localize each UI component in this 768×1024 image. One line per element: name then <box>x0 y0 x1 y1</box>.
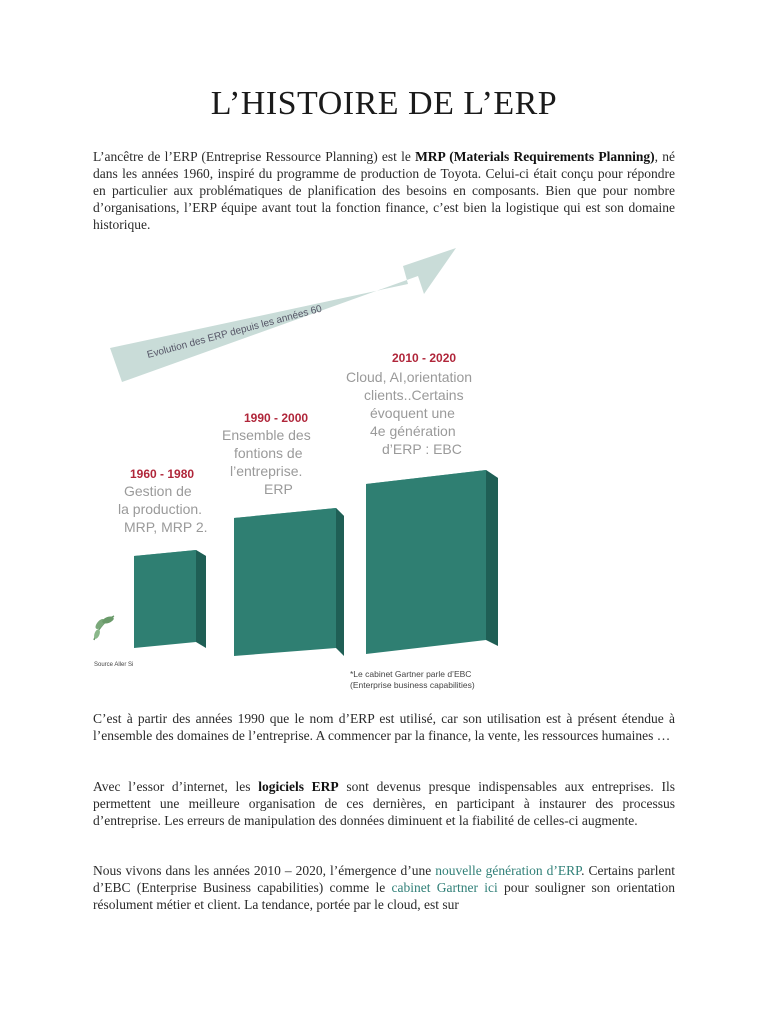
bold-logiciels-erp: logiciels ERP <box>258 779 339 794</box>
link-cabinet-gartner[interactable]: cabinet Gartner ici <box>391 880 498 895</box>
footnote-line-2: (Enterprise business capabilities) <box>350 680 475 690</box>
erp-evolution-svg <box>88 236 680 698</box>
bar2-line-1: Ensemble des <box>222 427 311 443</box>
arrow-label: Evolution des ERP depuis les années 60 <box>145 303 324 361</box>
bar2-line-4: ERP <box>264 481 293 497</box>
bar-1960-1980 <box>134 550 206 648</box>
bar3-line-2: clients..Certains <box>364 387 464 403</box>
period-label-1: 1960 - 1980 <box>130 467 195 481</box>
bar3-line-1: Cloud, AI,orientation <box>346 369 473 385</box>
bar3-line-4: 4e génération <box>370 423 456 439</box>
period-label-2: 1990 - 2000 <box>244 411 309 425</box>
paragraph-2010s <box>93 862 675 913</box>
intro-paragraph <box>93 148 675 233</box>
link-nouvelle-generation-erp[interactable]: nouvelle génération d’ERP <box>435 863 582 878</box>
bar3-line-5: d’ERP : EBC <box>382 441 462 457</box>
bar2-line-2: fontions de <box>234 445 303 461</box>
intro-bold-mrp: MRP (Materials Requirements Planning) <box>415 149 655 164</box>
paragraph-1990s: C’est à partir des années 1990 que le nom d’ERP est utilisé, car son utilisation est à présent étendue à l’ensemble des domaines de l’entreprise. A commencer par la finance, la vente, les ressources humaines … <box>93 711 675 743</box>
p3-text-1: Avec l’essor d’internet, les <box>93 779 259 794</box>
bar1-line-3: MRP, MRP 2. <box>124 519 208 535</box>
source-label: Source Aller Si <box>94 662 134 668</box>
bar2-line-3: l’entreprise. <box>230 463 303 479</box>
page-title: L’HISTOIRE DE L’ERP <box>210 85 558 122</box>
intro-text-2: , né dans les années 1960, inspiré du programme de production de Toyota. Celui-ci était conçu pour répondre en particulier aux problématiques de planification des besoins en composants. Bien que pour nombre d’organisations, l’ERP équipe avant tout la fonction finance, c’est bien la logistique qui est son domaine historique. <box>93 149 675 232</box>
paragraph-internet <box>93 778 675 829</box>
erp-evolution-figure <box>88 236 680 698</box>
p3-text-2: sont devenus presque indispensables aux entreprises. Ils permettent une meilleure organisation de ces dernières, en participant à instaurer des processus d’entreprise. Les erreurs de manipulation des données diminuent et la fiabilité de celles-ci augmente. <box>93 779 676 828</box>
footnote-line-1: *Le cabinet Gartner parle d’EBC <box>350 669 472 679</box>
intro-text-1: L’ancêtre de l’ERP (Entreprise Ressource Planning) est le <box>93 149 416 164</box>
bar1-line-1: Gestion de <box>124 483 192 499</box>
p4-text-1: Nous vivons dans les années 2010 – 2020, l’émergence d’une <box>93 863 436 878</box>
p4-text-3: pour souligner son orientation résolument métier et client. La tendance, portée par le cloud, est sur <box>93 880 675 912</box>
bar-2010-2020 <box>366 470 498 654</box>
bar-1990-2000 <box>234 508 344 656</box>
period-label-3: 2010 - 2020 <box>392 351 457 365</box>
bar1-line-2: la production. <box>118 501 203 517</box>
p4-text-2: . Certains parlent d’EBC (Enterprise Business capabilities) comme le <box>93 863 675 895</box>
leaf-icon <box>93 615 115 640</box>
bar3-line-3: évoquent une <box>370 405 455 421</box>
